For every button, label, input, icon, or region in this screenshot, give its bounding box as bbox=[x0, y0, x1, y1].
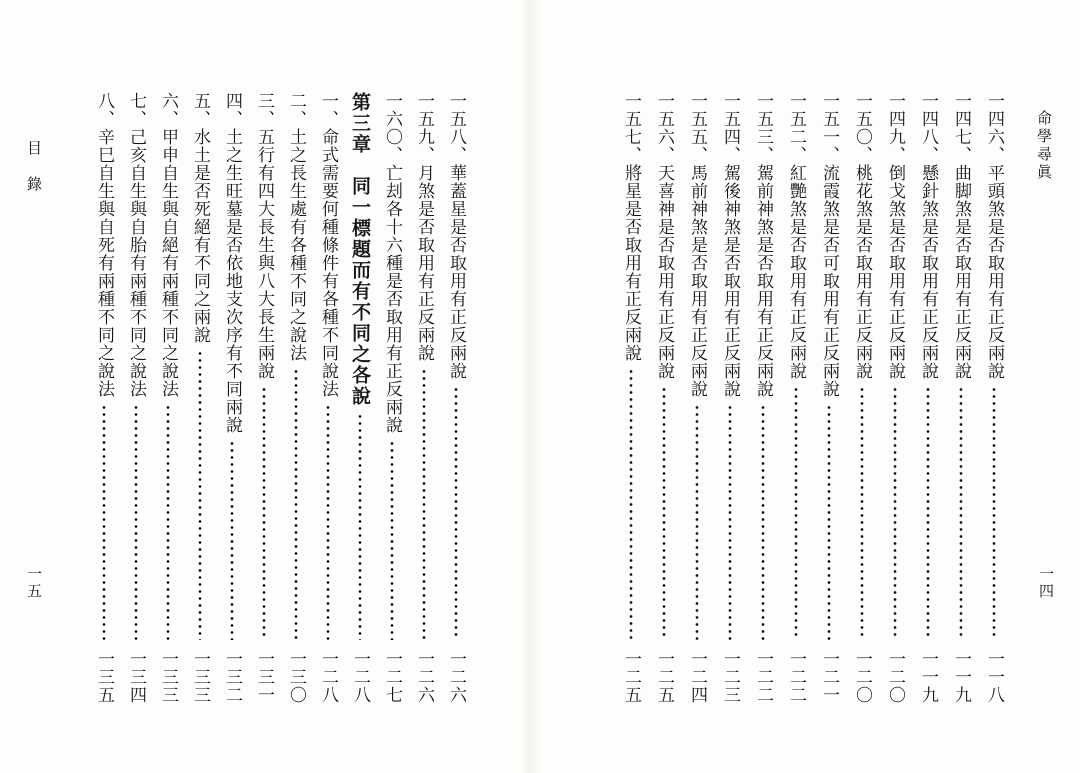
toc-entry-page: 一二七 bbox=[382, 650, 402, 704]
right-page-header: 命學尋眞 bbox=[1035, 110, 1053, 182]
toc-entry-page: 一三〇 bbox=[286, 650, 306, 704]
toc-entry-page: 一一九 bbox=[951, 650, 971, 704]
dot-leader bbox=[316, 404, 340, 640]
toc-entry-page: 一二八 bbox=[350, 650, 370, 704]
toc-entry-title: 七、己亥自生與自胎有兩種不同之說法 bbox=[126, 92, 146, 398]
dot-leader bbox=[348, 413, 372, 640]
dot-leader bbox=[220, 440, 244, 640]
dot-leader bbox=[444, 386, 468, 640]
toc-entry-page: 一二四 bbox=[687, 650, 707, 704]
toc-entry-page: 一二五 bbox=[654, 650, 674, 704]
dot-leader bbox=[619, 368, 643, 640]
dot-leader bbox=[92, 404, 116, 640]
toc-entry-title: 一五六、天喜神是否取用有正反兩說 bbox=[654, 92, 674, 380]
dot-leader bbox=[718, 404, 742, 640]
toc-entry-title: 五、水土是否死絕有不同之兩說 bbox=[190, 92, 210, 344]
toc-entry-page: 一二一 bbox=[819, 650, 839, 704]
toc-entry-page: 一二二 bbox=[786, 650, 806, 704]
toc-entry-title: 一五一、流霞煞是否可取用有正反兩說 bbox=[819, 92, 839, 398]
toc-entry-title: 一五三、駕前神煞是否取用有正反兩說 bbox=[753, 92, 773, 398]
dot-leader bbox=[982, 386, 1006, 640]
toc-entry-title: 一四八、懸針煞是否取用有正反兩說 bbox=[918, 92, 938, 380]
dot-leader bbox=[685, 404, 709, 640]
toc-entry-page: 一二六 bbox=[414, 650, 434, 704]
dot-leader bbox=[412, 368, 436, 640]
dot-leader bbox=[916, 386, 940, 640]
dot-leader bbox=[883, 386, 907, 640]
dot-leader bbox=[817, 404, 841, 640]
toc-entry-page: 一三五 bbox=[94, 650, 114, 704]
toc-entry-title: 三、五行有四大長生與八大長生兩說 bbox=[254, 92, 274, 380]
dot-leader bbox=[652, 386, 676, 640]
toc-entry-page: 一二五 bbox=[621, 650, 641, 704]
toc-entry-title: 一四七、曲脚煞是否取用有正反兩說 bbox=[951, 92, 971, 380]
toc-entry-page: 一二〇 bbox=[852, 650, 872, 704]
dot-leader bbox=[784, 386, 808, 640]
toc-entry-page: 一二三 bbox=[720, 650, 740, 704]
left-page-number: 一五 bbox=[25, 566, 43, 600]
toc-entry-title: 一六〇、亡刦各十六種是否取用有正反兩說 bbox=[382, 92, 402, 434]
toc-entry-page: 一三二 bbox=[222, 650, 242, 704]
dot-leader bbox=[124, 404, 148, 640]
toc-entry-title: 一四六、平頭煞是否取用有正反兩說 bbox=[984, 92, 1004, 380]
dot-leader bbox=[949, 386, 973, 640]
book-gutter bbox=[520, 0, 540, 773]
dot-leader bbox=[156, 404, 180, 640]
dot-leader bbox=[380, 440, 404, 640]
right-page bbox=[540, 0, 1080, 773]
toc-entry-title: 六、甲申自生與自絕有兩種不同之說法 bbox=[158, 92, 178, 398]
toc-entry-title: 二、土之長生處有各種不同之說法 bbox=[286, 92, 306, 362]
toc-entry-page: 一一九 bbox=[918, 650, 938, 704]
dot-leader bbox=[850, 386, 874, 640]
dot-leader bbox=[284, 368, 308, 640]
toc-entry-title: 一五五、馬前神煞是否取用有正反兩說 bbox=[687, 92, 707, 398]
toc-entry-page: 一二六 bbox=[446, 650, 466, 704]
toc-entry-title: 一五八、華蓋星是否取用有正反兩說 bbox=[446, 92, 466, 380]
toc-entry-title: 四、土之生旺墓是否依地支次序有不同兩說 bbox=[222, 92, 242, 434]
toc-entry-page: 一三一 bbox=[254, 650, 274, 704]
right-page-number: 一四 bbox=[1037, 566, 1055, 600]
toc-entry-page: 一二〇 bbox=[885, 650, 905, 704]
toc-entry-page: 一三三 bbox=[190, 650, 210, 704]
toc-entry-page: 一三三 bbox=[158, 650, 178, 704]
toc-entry-page: 一一八 bbox=[984, 650, 1004, 704]
toc-entry-title: 一五九、月煞是否取用有正反兩說 bbox=[414, 92, 434, 362]
left-page-header: 目 錄 bbox=[25, 140, 43, 194]
toc-entry-title: 一、命式需要何種條件有各種不同說法 bbox=[318, 92, 338, 398]
toc-entry-page: 一二二 bbox=[753, 650, 773, 704]
dot-leader bbox=[252, 386, 276, 640]
left-page bbox=[0, 0, 520, 773]
toc-entry-title: 一五〇、桃花煞是否取用有正反兩說 bbox=[852, 92, 872, 380]
toc-entry-title: 一五四、駕後神煞是否取用有正反兩說 bbox=[720, 92, 740, 398]
toc-entry-title: 一五七、將星是否取用有正反兩說 bbox=[621, 92, 641, 362]
toc-entry-page: 一二八 bbox=[318, 650, 338, 704]
toc-entry-title: 八、辛巳自生與自死有兩種不同之說法 bbox=[94, 92, 114, 398]
dot-leader bbox=[751, 404, 775, 640]
toc-entry-page: 一三四 bbox=[126, 650, 146, 704]
dot-leader bbox=[188, 350, 212, 640]
toc-entry-title: 一五二、紅艷煞是否取用有正反兩說 bbox=[786, 92, 806, 380]
toc-entry-title: 一四九、倒戈煞是否取用有正反兩說 bbox=[885, 92, 905, 380]
chapter-heading: 第三章 同一標題而有不同之各說 bbox=[349, 92, 371, 407]
